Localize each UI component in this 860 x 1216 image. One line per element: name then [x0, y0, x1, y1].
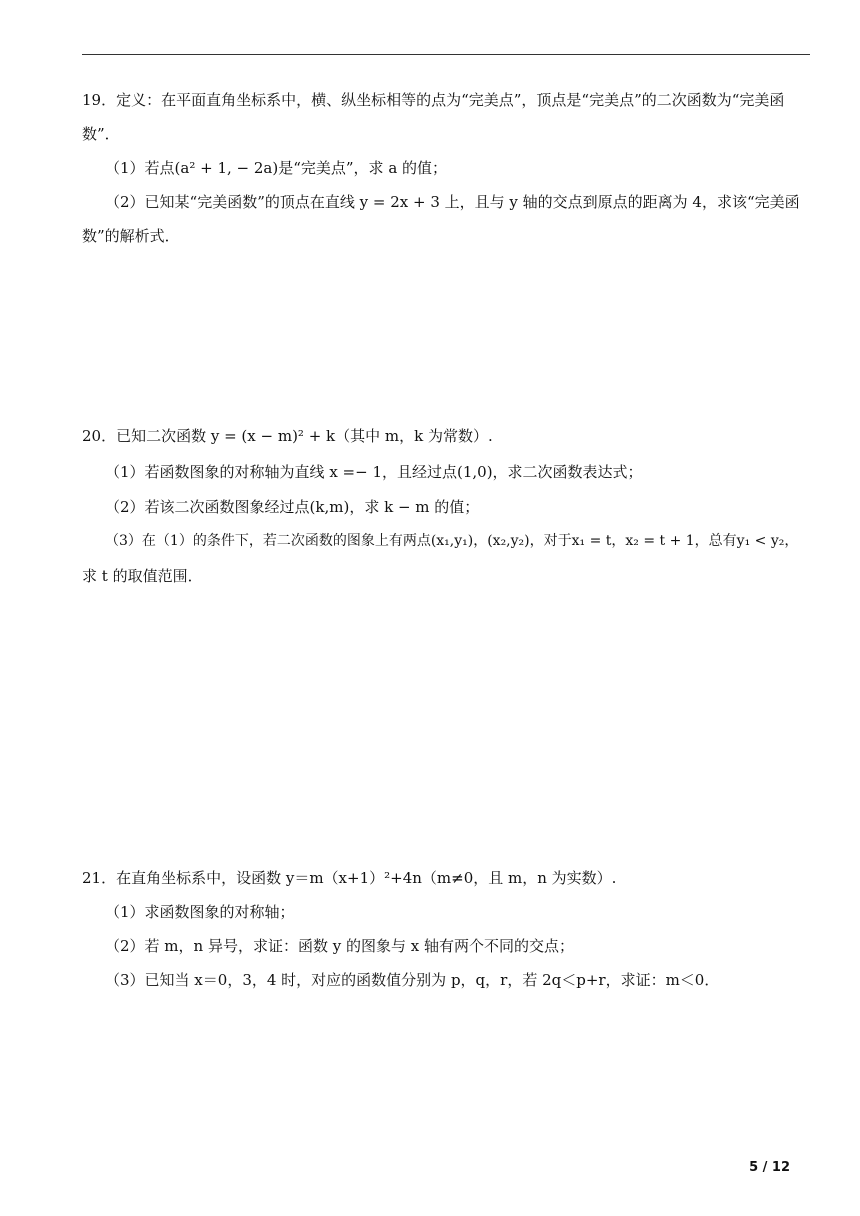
- question-19-line-2: 数”．: [82, 125, 120, 143]
- question-20-part-3: （3）在（1）的条件下，若二次函数的图象上有两点(x₁,y₁)，(x₂,y₂)，对于x₁ = t，x₂ = t + 1，总有y₁ < y₂，: [105, 533, 799, 549]
- question-20-line-5: 求 t 的取值范围．: [82, 567, 203, 585]
- question-19-part-1: （1）若点(a² + 1, − 2a)是“完美点”，求 a 的值；: [105, 159, 448, 177]
- question-20-line-1: 20．已知二次函数 y = (x − m)² + k（其中 m，k 为常数）.: [82, 427, 493, 445]
- question-21-part-3: （3）已知当 x＝0，3，4 时，对应的函数值分别为 p，q，r，若 2q＜p+r，求证：m＜0．: [105, 971, 720, 989]
- question-19-line-1: 19．定义：在平面直角坐标系中，横、纵坐标相等的点为“完美点”，顶点是“完美点”的二次函数为“完美函: [82, 91, 785, 109]
- question-20-part-1: （1）若函数图象的对称轴为直线 x =− 1，且经过点(1,0)，求二次函数表达式；: [105, 463, 643, 481]
- question-19-line-5: 数”的解析式．: [82, 227, 180, 245]
- page-number: 5 / 12: [749, 1160, 790, 1175]
- question-19-part-2: （2）已知某“完美函数”的顶点在直线 y = 2x + 3 上，且与 y 轴的交点到原点的距离为 4，求该“完美函: [105, 193, 800, 211]
- question-20-part-2: （2）若该二次函数图象经过点(k,m)，求 k − m 的值；: [105, 498, 480, 516]
- question-21-line-1: 21．在直角坐标系中，设函数 y＝m（x+1）²+4n（m≠0，且 m，n 为实数）.: [82, 869, 617, 887]
- header-rule: [82, 54, 810, 55]
- question-21-part-1: （1）求函数图象的对称轴；: [105, 903, 295, 921]
- question-21-part-2: （2）若 m，n 异号，求证：函数 y 的图象与 x 轴有两个不同的交点；: [105, 937, 574, 955]
